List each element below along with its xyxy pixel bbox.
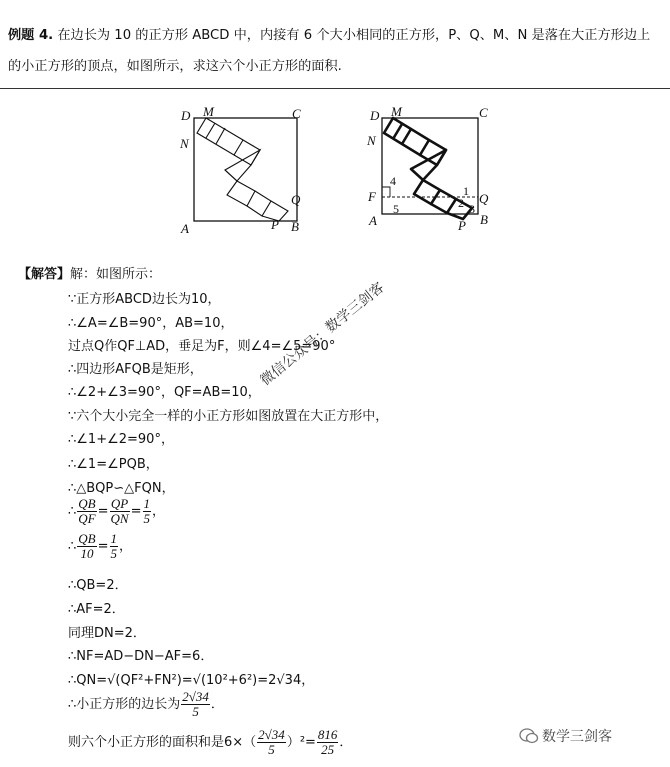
label-m: M bbox=[391, 104, 402, 119]
label-b: B bbox=[480, 212, 488, 227]
frac-qb-10: $\frac{QB}{10}$ bbox=[78, 531, 96, 561]
label-m: M bbox=[203, 104, 214, 119]
frac-qp-qn: $\frac{QP}{QN}$ bbox=[110, 496, 129, 526]
label-q: Q bbox=[479, 191, 489, 206]
label-d: D bbox=[181, 108, 191, 123]
figure-left bbox=[178, 103, 318, 243]
label-c: C bbox=[292, 106, 301, 121]
solution-line-11: ∴ $\frac{QB}{10}$ = $\frac{1}{5}$ ， bbox=[68, 531, 133, 561]
frac-side-2: $\frac{2√34}{5}$ bbox=[258, 727, 285, 757]
label-p: P bbox=[458, 218, 466, 233]
label-n: N bbox=[367, 133, 376, 148]
label-a: A bbox=[369, 213, 377, 228]
brand-name: 数学三剑客 bbox=[542, 729, 612, 745]
solution-label: 【解答】 bbox=[18, 267, 71, 282]
label-q: Q bbox=[291, 192, 301, 207]
brand-logo-icon bbox=[519, 727, 539, 745]
solution-line-5: ∴∠2+∠3=90°，QF=AB=10， bbox=[68, 385, 261, 400]
problem-statement bbox=[8, 20, 662, 82]
solution-line-12: ∴QB=2． bbox=[68, 578, 128, 593]
label-p: P bbox=[271, 217, 279, 232]
solution-line-2: ∴∠A=∠B=90°，AB=10， bbox=[68, 316, 234, 331]
frac-1-5b: $\frac{1}{5}$ bbox=[110, 531, 118, 561]
angle-5-label: 5 bbox=[393, 202, 399, 216]
problem-label: 例题 4. bbox=[8, 28, 54, 43]
solution-line-3: 过点Q作QF⊥AD，垂足为F，则∠4=∠5=90° bbox=[68, 339, 336, 354]
frac-qb-qf: $\frac{QB}{QF}$ bbox=[78, 496, 96, 526]
divider bbox=[0, 88, 670, 89]
solution-line-18: 则六个小正方形的面积和是6×（ $\frac{2√34}{5}$ ）²= $\frac{816}{25}$ ． bbox=[68, 727, 353, 757]
solution-line-8: ∴∠1=∠PQB， bbox=[68, 457, 159, 472]
label-f: F bbox=[368, 189, 376, 204]
solution-line-7: ∴∠1+∠2=90°， bbox=[68, 432, 174, 447]
frac-result: $\frac{816}{25}$ bbox=[317, 727, 338, 757]
problem-text: 在边长为 10 的正方形 ABCD 中，内接有 6 个大小相同的正方形，P、Q、M、N 是落在大正方形边上的小正方形的顶点，如图所示，求这六个小正方形的面积. bbox=[8, 28, 651, 74]
frac-side: $\frac{2√34}{5}$ bbox=[182, 689, 209, 719]
solution-line-17: ∴小正方形的边长为 $\frac{2√34}{5}$ ． bbox=[68, 689, 224, 719]
solution-line-6: ∵六个大小完全一样的小正方形如图放置在大正方形中， bbox=[68, 409, 389, 424]
label-d: D bbox=[370, 108, 380, 123]
angle-1-label: 1 bbox=[463, 184, 469, 198]
solution-heading bbox=[18, 263, 161, 282]
solution-line-4: ∴四边形AFQB是矩形， bbox=[68, 362, 203, 377]
label-a: A bbox=[181, 221, 189, 236]
figure-right bbox=[365, 100, 505, 240]
angle-3-label: 3 bbox=[469, 202, 475, 216]
angle-4-label: 4 bbox=[390, 174, 396, 188]
solution-line-13: ∴AF=2． bbox=[68, 602, 125, 617]
label-n: N bbox=[180, 136, 189, 151]
label-c: C bbox=[479, 105, 488, 120]
solution-line-14: 同理DN=2． bbox=[68, 626, 146, 641]
angle-2-label: 2 bbox=[458, 196, 464, 210]
watermark-text: 微信公众号：数学三剑客 bbox=[257, 279, 388, 389]
solution-line-16: ∴QN=√(QF²+FN²)=√(10²+6²)=2√34， bbox=[68, 673, 315, 688]
frac-1-5: $\frac{1}{5}$ bbox=[143, 496, 150, 526]
solution-intro: 解：如图所示： bbox=[70, 267, 162, 282]
solution-line-10: ∴ $\frac{QB}{QF}$ = $\frac{QP}{QN}$ = $\frac{1}{5}$ ， bbox=[68, 496, 166, 526]
solution-line-9: ∴△BQP∽△FQN， bbox=[68, 481, 175, 496]
label-b: B bbox=[291, 219, 299, 234]
solution-line-1: ∵正方形ABCD边长为10， bbox=[68, 292, 221, 307]
solution-line-15: ∴NF=AD−DN−AF=6． bbox=[68, 649, 214, 664]
